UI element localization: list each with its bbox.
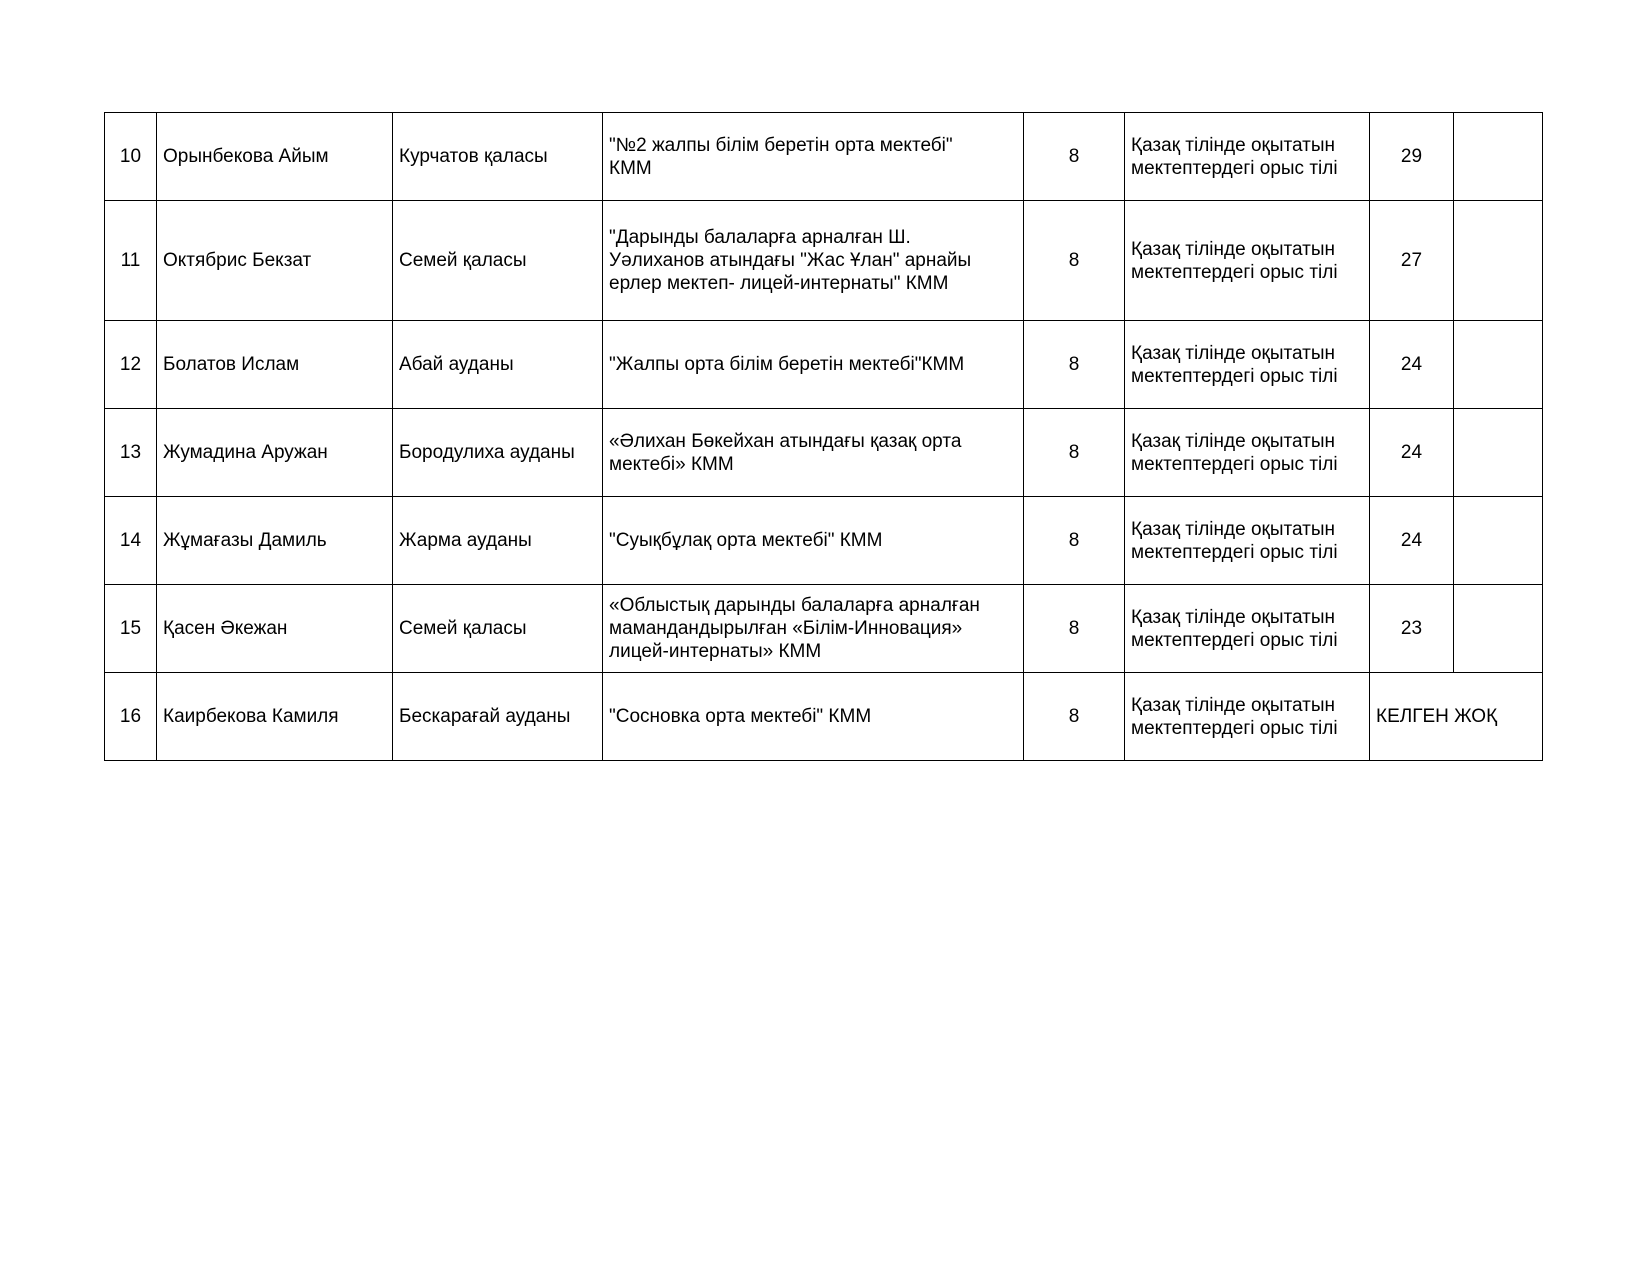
- note-cell: [1454, 409, 1543, 497]
- school-name: "Жалпы орта білім беретін мектебі"КММ: [603, 321, 1024, 409]
- row-number: 14: [105, 497, 157, 585]
- subject: Қазақ тілінде оқытатын мектептердегі орыс тілі: [1125, 673, 1370, 761]
- school-name: «Әлихан Бөкейхан атындағы қазақ орта мектебі» КММ: [603, 409, 1024, 497]
- grade: 8: [1024, 113, 1125, 201]
- score: 24: [1370, 497, 1454, 585]
- region: Семей қаласы: [393, 585, 603, 673]
- subject: Қазақ тілінде оқытатын мектептердегі орыс тілі: [1125, 585, 1370, 673]
- student-name: Октябрис Бекзат: [157, 201, 393, 321]
- score: 29: [1370, 113, 1454, 201]
- student-name: Каирбекова Камиля: [157, 673, 393, 761]
- region: Курчатов қаласы: [393, 113, 603, 201]
- note-cell: [1454, 585, 1543, 673]
- grade: 8: [1024, 673, 1125, 761]
- student-name: Жұмағазы Дамиль: [157, 497, 393, 585]
- grade: 8: [1024, 201, 1125, 321]
- table-row: [105, 113, 1543, 201]
- score: 24: [1370, 321, 1454, 409]
- row-number: 16: [105, 673, 157, 761]
- school-name: "Дарынды балаларға арналған Ш. Уәлиханов атындағы "Жас Ұлан" арнайы ерлер мектеп- лицей-интернаты" КММ: [603, 201, 1024, 321]
- school-name: «Облыстық дарынды балаларға арналған мамандандырылған «Білім-Инновация» лицей-интернаты» КММ: [603, 585, 1024, 673]
- attendance-status: КЕЛГЕН ЖОҚ: [1370, 673, 1543, 761]
- region: Бескарағай ауданы: [393, 673, 603, 761]
- subject: Қазақ тілінде оқытатын мектептердегі орыс тілі: [1125, 321, 1370, 409]
- school-name: "№2 жалпы білім беретін орта мектебі" КММ: [603, 113, 1024, 201]
- grade: 8: [1024, 585, 1125, 673]
- note-cell: [1454, 497, 1543, 585]
- region: Семей қаласы: [393, 201, 603, 321]
- subject: Қазақ тілінде оқытатын мектептердегі орыс тілі: [1125, 201, 1370, 321]
- score: 23: [1370, 585, 1454, 673]
- row-number: 12: [105, 321, 157, 409]
- subject: Қазақ тілінде оқытатын мектептердегі орыс тілі: [1125, 497, 1370, 585]
- table-row: [105, 321, 1543, 409]
- student-name: Орынбекова Айым: [157, 113, 393, 201]
- row-number: 10: [105, 113, 157, 201]
- note-cell: [1454, 201, 1543, 321]
- school-name: "Сосновка орта мектебі" КММ: [603, 673, 1024, 761]
- grade: 8: [1024, 321, 1125, 409]
- grade: 8: [1024, 409, 1125, 497]
- table-row: [105, 201, 1543, 321]
- student-name: Болатов Ислам: [157, 321, 393, 409]
- subject: Қазақ тілінде оқытатын мектептердегі орыс тілі: [1125, 113, 1370, 201]
- region: Абай ауданы: [393, 321, 603, 409]
- student-name: Жумадина Аружан: [157, 409, 393, 497]
- note-cell: [1454, 113, 1543, 201]
- note-cell: [1454, 321, 1543, 409]
- region: Жарма ауданы: [393, 497, 603, 585]
- table-row: [105, 497, 1543, 585]
- score: 24: [1370, 409, 1454, 497]
- region: Бородулиха ауданы: [393, 409, 603, 497]
- score: 27: [1370, 201, 1454, 321]
- subject: Қазақ тілінде оқытатын мектептердегі орыс тілі: [1125, 409, 1370, 497]
- table-row: [105, 673, 1543, 761]
- row-number: 13: [105, 409, 157, 497]
- row-number: 11: [105, 201, 157, 321]
- student-name: Қасен Әкежан: [157, 585, 393, 673]
- school-name: "Суықбұлақ орта мектебі" КММ: [603, 497, 1024, 585]
- grade: 8: [1024, 497, 1125, 585]
- table-row: [105, 409, 1543, 497]
- table-row: [105, 585, 1543, 673]
- row-number: 15: [105, 585, 157, 673]
- results-table: [104, 112, 1543, 761]
